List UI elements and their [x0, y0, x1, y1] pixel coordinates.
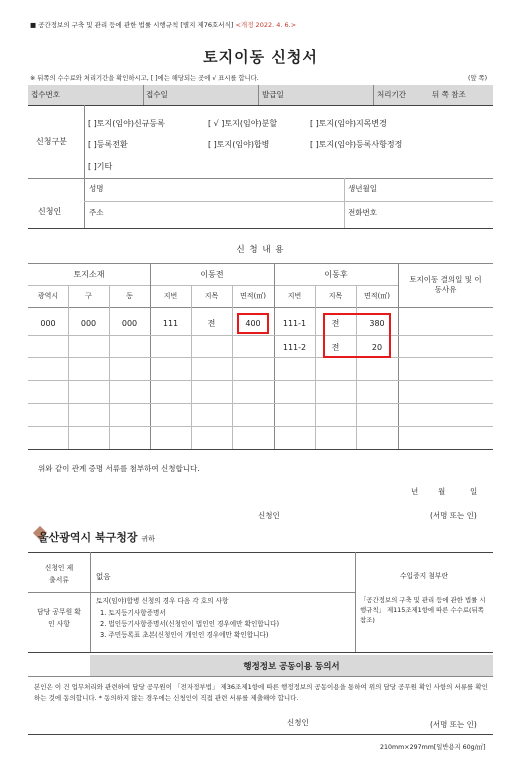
processing-period-value: 뒤 쪽 참조 [432, 90, 466, 99]
submit-docs-label: 신청인 제출서류 [44, 564, 74, 584]
col-before-category: 지목 [204, 292, 219, 300]
declaration-sign-label: (서명 또는 인) [430, 511, 477, 520]
submit-docs-value: 없음 [96, 572, 111, 581]
fee-note: 「공간정보의 구축 및 관리 등에 관한 법률 시행규칙」 제115조제1항에 따른 수수료(뒤쪽 참조) [360, 596, 486, 624]
option-other[interactable]: [ ]기타 [88, 162, 113, 171]
applicant-label: 신청인 [38, 207, 62, 216]
issue-date-label: 발급일 [262, 90, 284, 99]
row2-after-lot: 111-2 [282, 342, 307, 352]
official-item-3: 3. 주민등록표 초본(신청인이 개인인 경우에만 확인합니다) [100, 631, 269, 639]
stamp-attach-header: 수입증지 첨부란 [399, 572, 449, 580]
recipient-name: 울산광역시 북구청장 귀하 [38, 531, 155, 544]
highlight-before-area [237, 313, 269, 334]
receipt-band [28, 85, 493, 105]
legal-reference: ■ 공간정보의 구축 및 관리 등에 관한 법률 시행규칙 [별지 제76호서식] <개정 2022. 4. 6.> [30, 21, 297, 29]
content-section-title: 신 청 내 용 [236, 245, 285, 255]
receipt-number-label: 접수번호 [31, 90, 60, 99]
row2-after-area: 20 [371, 342, 383, 352]
applicant-birth-label: 생년월일 [348, 184, 377, 193]
col-after-category: 지목 [328, 292, 343, 300]
consent-body: 본인은 이 건 업무처리와 관련하여 담당 공무원이 「전자정부법」 제36조제1항에 따른 행정정보의 공동이용을 통하여 위의 담당 공무원 확인 사항의 서류를 확인하는 것에 동의합니다. * 동의하지 않는 경우에는 신청인이 직접 관련 서류를 제출해야 합니다. [34, 683, 488, 702]
date-month: 월 [438, 487, 446, 496]
col-before-area: 면적(㎡) [240, 292, 266, 300]
header-land-location: 토지소재 [73, 269, 105, 279]
processing-period-label: 처리기간 [377, 90, 406, 99]
date-year: 년 [411, 487, 419, 496]
col-gu: 구 [85, 292, 92, 300]
row1-after-category: 전 [331, 318, 340, 328]
applicant-phone-label: 전화번호 [348, 208, 377, 217]
consent-sign-label: (서명 또는 인) [430, 720, 477, 729]
col-dong: 동 [126, 292, 133, 300]
header-after: 이동후 [324, 269, 348, 279]
row1-before-lot: 111 [162, 318, 179, 328]
paper-spec: 210mm×297mm[일반용지 60g/㎡] [380, 744, 486, 751]
official-check-label: 담당 공무원 확인 사항 [37, 608, 81, 628]
consent-applicant-label: 신청인 [287, 718, 309, 727]
row2-after-category: 전 [331, 342, 340, 352]
applicant-name-label: 성명 [89, 184, 104, 193]
row1-gu: 000 [80, 318, 97, 328]
col-after-area: 면적(㎡) [364, 292, 390, 300]
revision-date: <개정 2022. 4. 6.> [235, 21, 297, 29]
row1-after-area: 380 [369, 318, 385, 328]
col-city: 광역시 [37, 292, 59, 300]
col-after-lot: 지번 [287, 292, 302, 300]
option-subdivision[interactable]: [ √ ]토지(임야)분할 [208, 119, 278, 128]
col-before-lot: 지번 [163, 292, 178, 300]
header-reason: 토지이동 결의일 및 이동사유 [409, 275, 482, 294]
official-intro: 토지(임야)합병 신청의 경우 다음 각 호의 사항 [96, 597, 229, 605]
application-type-label: 신청구분 [36, 137, 67, 146]
row1-before-category: 전 [207, 318, 216, 328]
date-day: 일 [470, 487, 478, 496]
row1-before-area: 400 [245, 318, 261, 328]
option-merger[interactable]: [ ]토지(임야)합병 [208, 140, 270, 149]
header-before: 이동전 [200, 269, 224, 279]
official-item-2: 2. 법인등기사항증명서(신청인이 법인인 경우에만 확인합니다) [100, 620, 280, 628]
page-side: (앞 쪽) [468, 75, 488, 82]
option-new-registration[interactable]: [ ]토지(임야)신규등록 [88, 119, 165, 128]
notice-text: ※ 뒤쪽의 수수료와 처리기간을 확인하시고, [ ]에는 해당되는 곳에 √ 표시를 합니다. [30, 75, 259, 82]
declaration-applicant-label: 신청인 [258, 511, 280, 520]
applicant-address-label: 주소 [89, 208, 104, 217]
highlight-after-values [323, 313, 391, 358]
form-title: 토지이동 신청서 [203, 48, 318, 66]
option-correction[interactable]: [ ]토지(임야)등록사항정정 [310, 140, 403, 149]
row1-dong: 000 [121, 318, 138, 328]
receipt-date-label: 접수일 [146, 90, 168, 99]
row1-city: 000 [40, 318, 56, 328]
consent-title: 행정정보 공동이용 동의서 [243, 662, 340, 672]
row1-after-lot: 111-1 [282, 318, 307, 328]
official-item-1: 1. 토지등기사항증명서 [100, 609, 166, 617]
declaration-text: 위와 같이 관계 증명 서류를 첨부하여 신청합니다. [38, 464, 200, 473]
option-category-change[interactable]: [ ]토지(임야)지목변경 [310, 119, 387, 128]
option-registration-conversion[interactable]: [ ]등록전환 [88, 140, 128, 149]
